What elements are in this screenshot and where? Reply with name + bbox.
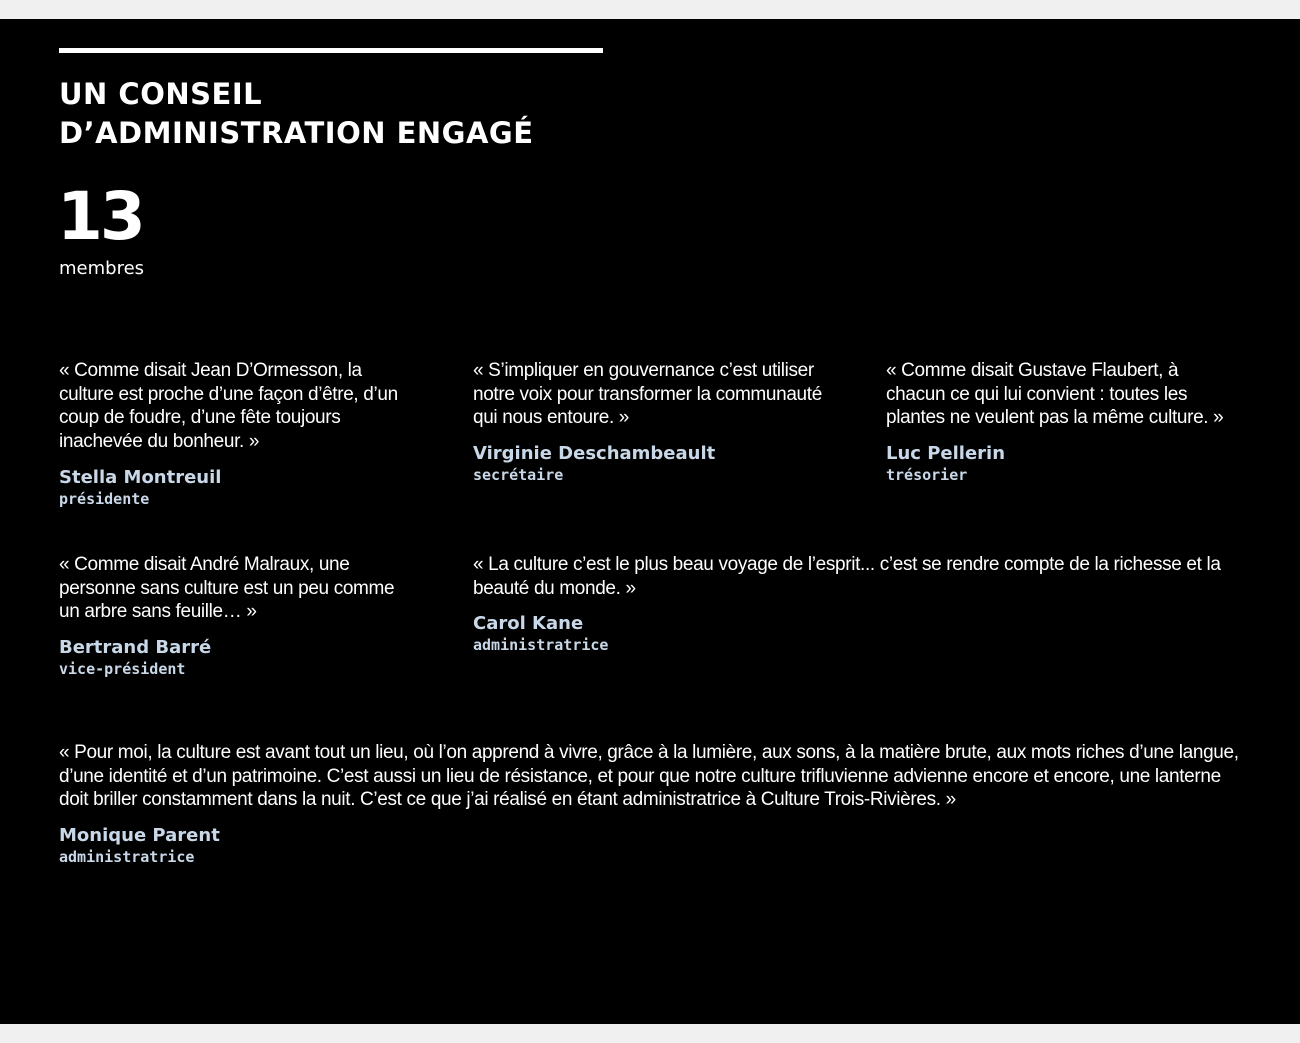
testimonial-card <box>59 553 414 678</box>
testimonial-quote: « S’impliquer en gouvernance c’est utiliser notre voix pour transformer la communauté qui nous entoure. » <box>473 360 822 429</box>
testimonial-card <box>473 359 848 484</box>
testimonial-role: présidente <box>59 489 150 508</box>
board-section <box>0 19 1300 1024</box>
testimonial-card <box>886 359 1241 484</box>
testimonial-quote: « La culture c’est le plus beau voyage de l’esprit... c’est se rendre compte de la richesse et la beauté du monde. » <box>473 554 1221 599</box>
section-divider <box>59 48 603 53</box>
testimonial-card <box>59 359 419 508</box>
member-count: 13 <box>57 178 143 255</box>
section-title <box>59 75 534 153</box>
testimonial-author: Carol Kane <box>473 613 584 635</box>
testimonial-author: Luc Pellerin <box>886 443 1006 465</box>
testimonial-author: Stella Montreuil <box>59 466 222 488</box>
member-count-label: membres <box>59 258 145 279</box>
testimonial-role: vice-président <box>59 660 186 679</box>
testimonial-role: administratrice <box>473 636 609 655</box>
section-title-line-1: UN CONSEIL <box>59 77 263 111</box>
testimonial-author: Virginie Deschambeault <box>473 443 716 465</box>
testimonial-author: Monique Parent <box>59 825 220 847</box>
section-title-line-2: D’ADMINISTRATION ENGAGÉ <box>59 116 534 150</box>
testimonial-quote: « Pour moi, la culture est avant tout un lieu, où l’on apprend à vivre, grâce à la lumière, aux sons, à la matière brute, aux mots riches d’une langue, d’une identité et d’un patrimoine. C’est aussi un lieu de résistance, et pour que notre culture trifluvienne advienne encore et encore, une lanterne doit briller constamment dans la nuit. C’est ce que j’ai réalisé en étant administratrice à Culture Trois-Rivières. » <box>59 742 1239 811</box>
testimonial-quote: « Comme disait André Malraux, une personne sans culture est un peu comme un arbre sans feuille… » <box>59 554 395 623</box>
testimonial-role: trésorier <box>886 466 968 485</box>
testimonial-quote: « Comme disait Gustave Flaubert, à chacun ce qui lui convient : toutes les plantes ne veulent pas la même culture. » <box>886 360 1224 429</box>
testimonial-card <box>473 553 1241 654</box>
testimonial-role: secrétaire <box>473 466 564 485</box>
testimonial-role: administratrice <box>59 848 195 867</box>
testimonial-quote: « Comme disait Jean D’Ormesson, la culture est proche d’une façon d’être, d’un coup de foudre, d’une fête toujours inachevée du bonheur. » <box>59 360 398 453</box>
testimonial-author: Bertrand Barré <box>59 637 212 659</box>
testimonial-card <box>59 741 1244 866</box>
